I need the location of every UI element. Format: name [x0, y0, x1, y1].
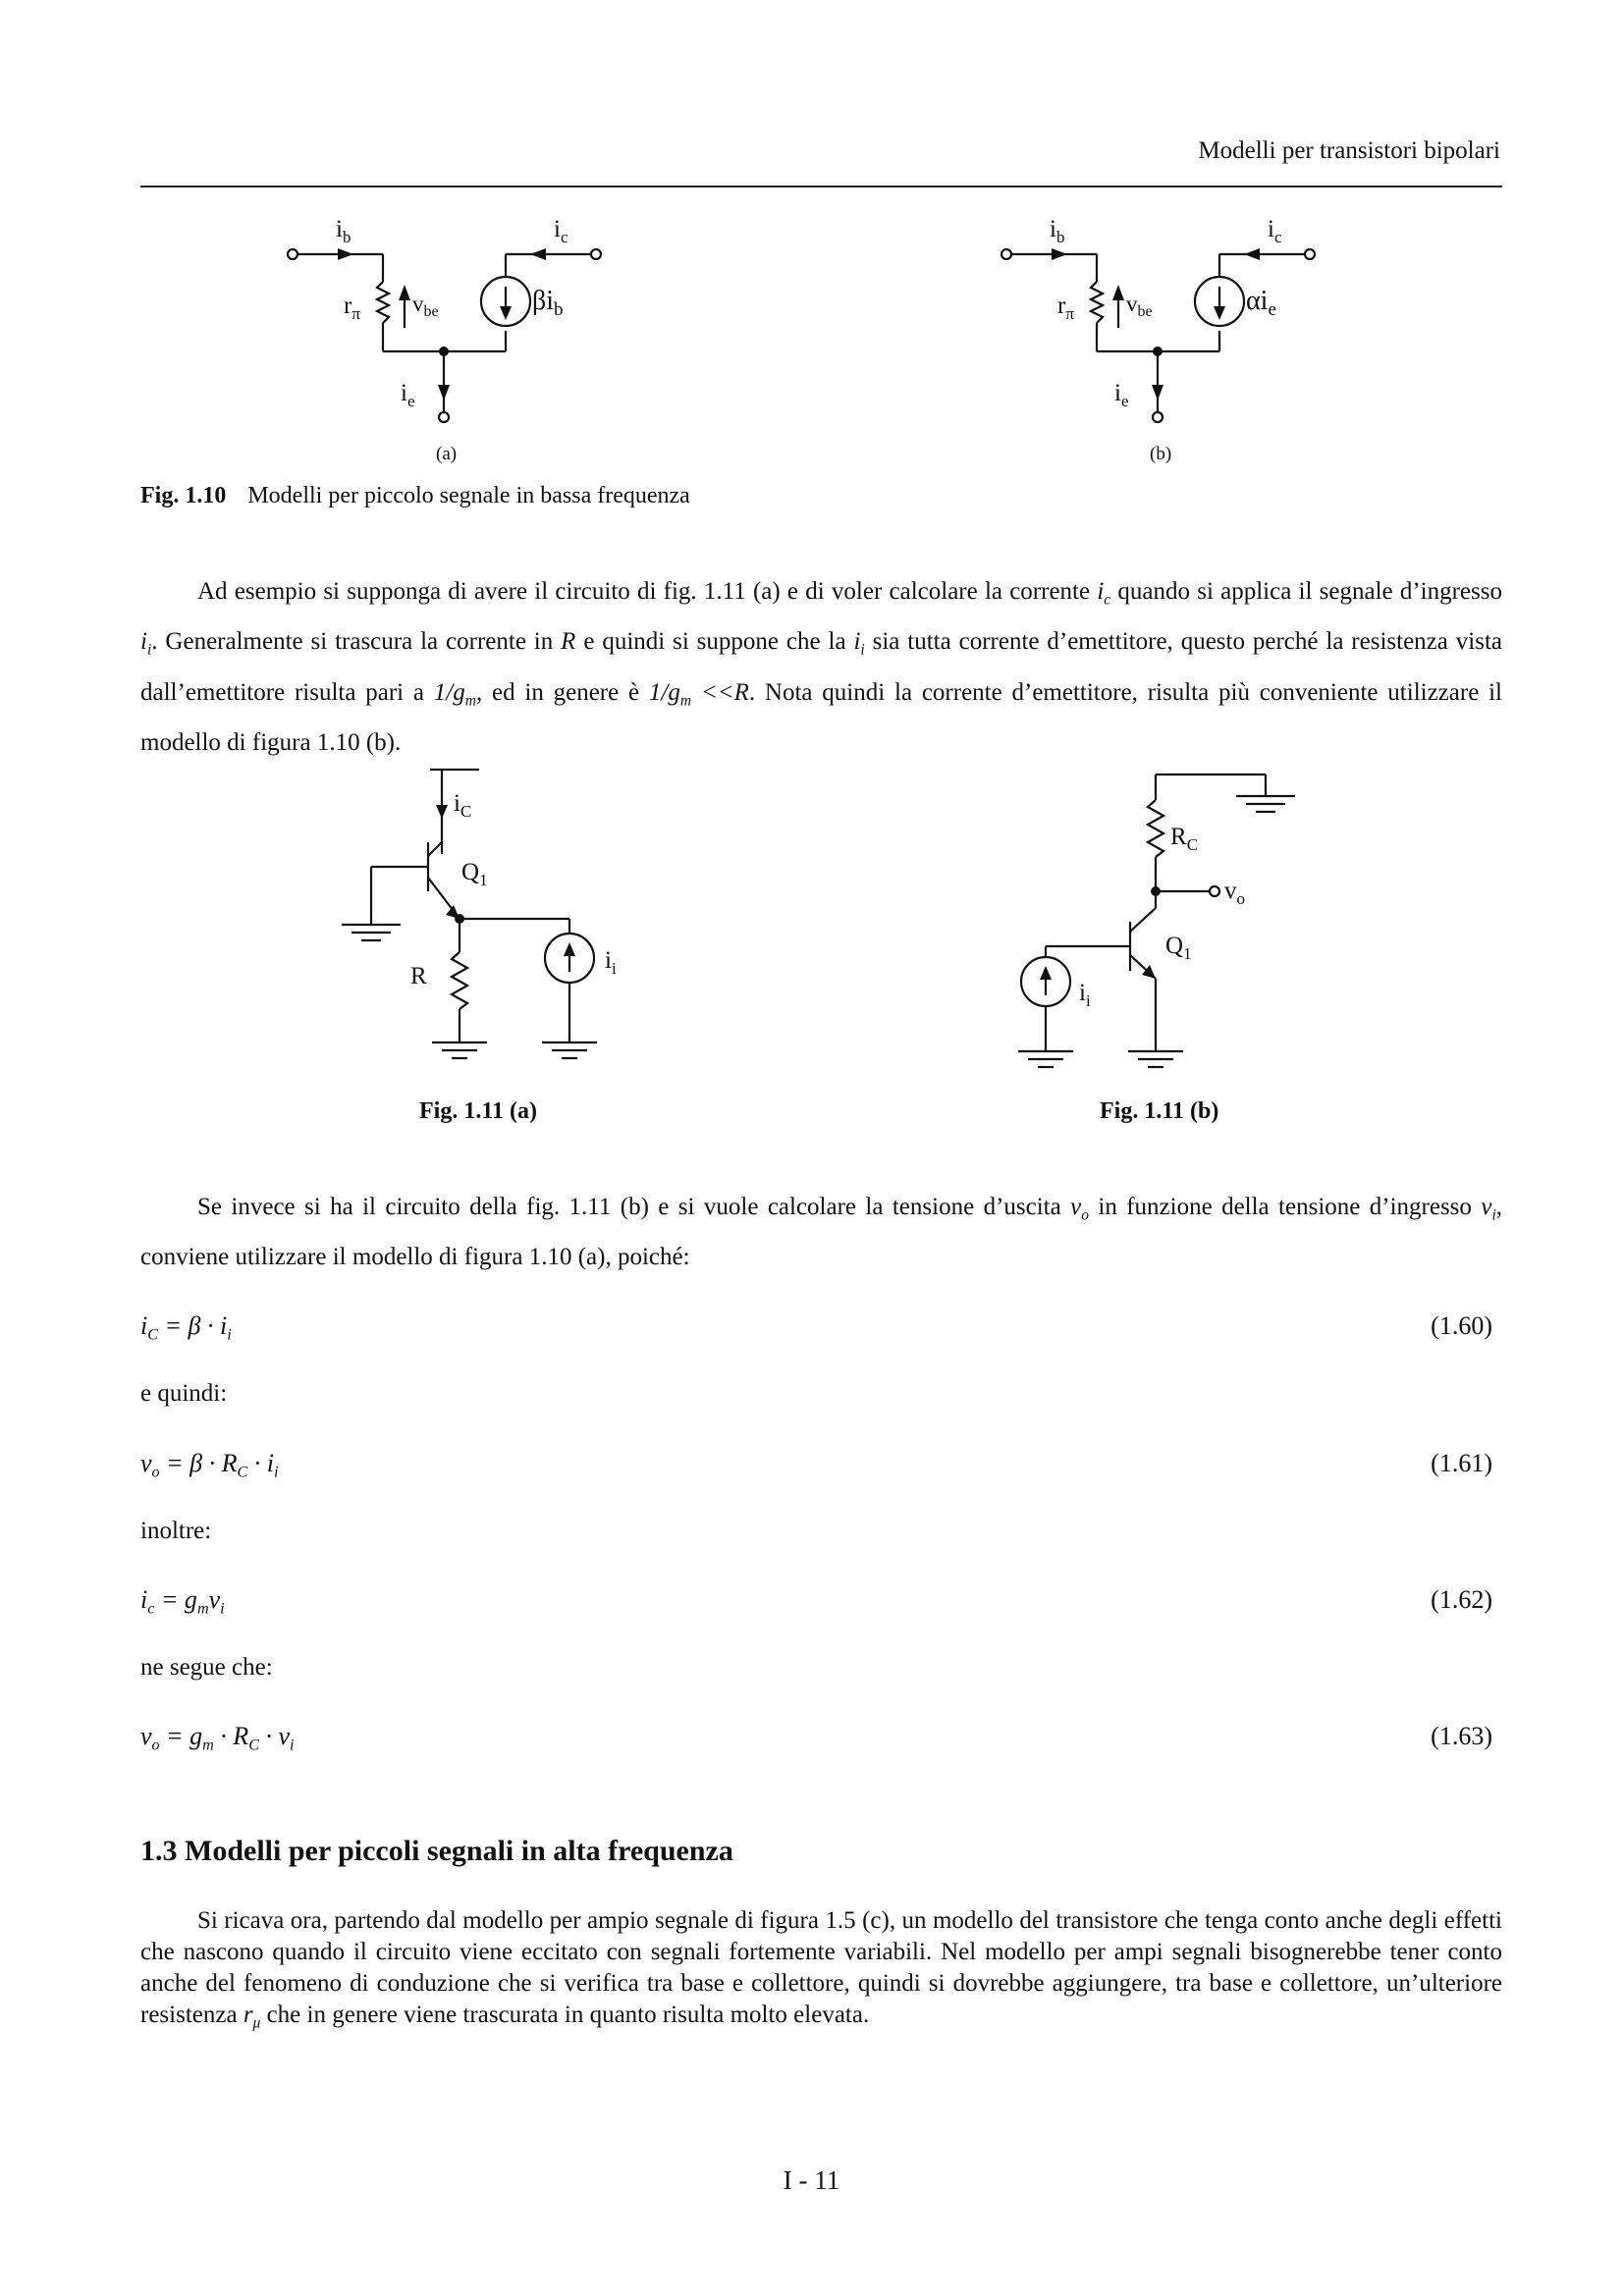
equation-1-63: $v_o = g_m \cdot R_C \cdot v_i$ (1.63) — [140, 1722, 1492, 1754]
svg-text:RC: $R_C$ — [1170, 824, 1199, 854]
equation-number: (1.62) — [1431, 1585, 1492, 1614]
connector-text-1: e quindi: — [140, 1380, 228, 1407]
running-header: Modelli per transistori bipolari — [1198, 137, 1500, 164]
figure-1-11-a-label: Fig. 1.11 (a) — [419, 1098, 537, 1124]
svg-text:βib: $\beta i_b$ — [532, 286, 564, 320]
paragraph-3: Si ricava ora, partendo dal modello per ampio segnale di figura 1.5 (c), un modello del transistore che tenga conto anche degli effetti che nascono quando il circuito viene eccitato con segnali fortemente variabili. Nel modello per ampi segnali bisognerebbe tener conto anche del fenomeno di conduzione che si verifica tra base e collettore, quindi si dovrebbe aggiungere, tra base e collettore, un’ulteriore resistenza $r_\mu$ che in genere viene trascurata in quanto risulta molto elevata. — [140, 1907, 1502, 2032]
figure-1-10-caption: Fig. 1.10 Modelli per piccolo segnale in bassa frequenza — [140, 483, 690, 508]
connector-text-3: ne segue che: — [140, 1654, 273, 1681]
equation-1-62: $i_c = g_mv_i$ (1.62) — [140, 1585, 1492, 1618]
equation-number: (1.63) — [1431, 1722, 1492, 1750]
figure-1-10-b — [989, 208, 1342, 473]
figure-1-11-a — [324, 756, 638, 1080]
svg-text:ie: $i_e$ — [401, 380, 415, 410]
svg-text:ic: $i_c$ — [1268, 216, 1282, 246]
figure-1-10-b-tag: (b) — [1150, 444, 1172, 464]
svg-text:ii: $i_i$ — [1079, 980, 1091, 1010]
figure-1-11-b — [1006, 761, 1321, 1085]
equation-number: (1.60) — [1431, 1311, 1492, 1340]
svg-text:rπ: $r_\pi$ — [344, 293, 360, 323]
section-heading: 1.3 Modelli per piccoli segnali in alta frequenza — [140, 1835, 733, 1867]
connector-text-2: inoltre: — [140, 1518, 212, 1544]
svg-text:Q1: $Q_1$ — [1165, 933, 1192, 963]
figure-1-10-a-tag: (a) — [436, 444, 458, 464]
svg-text:rπ: $r_\pi$ — [1057, 293, 1074, 323]
svg-text:vbe: $v_{be}$ — [412, 292, 439, 320]
equation-1-61: $v_o = \beta \cdot R_C \cdot i_i$ (1.61) — [140, 1449, 1492, 1481]
svg-text:iC: $i_C$ — [454, 790, 472, 821]
header-rule — [140, 186, 1502, 187]
figure-1-10-a — [275, 208, 628, 473]
paragraph-1: Ad esempio si supponga di avere il circuito di fig. 1.11 (a) e di voler calcolare la corrente $i_c$ quando si applica il segnale d’ingresso $i_i$. Generalmente si trascura la corrente in R e quindi si suppone che la $i_i$ sia tutta corrente d’emettitore, questo perché la resistenza vista dall’emettitore risulta pari a $1/g_m$, ed in genere è $1/g_m <<R$. Nota quindi la corrente d’emettitore, risulta più conveniente utilizzare il modello di figura 1.10 (b). — [140, 578, 1502, 757]
svg-text:αie: $\alpha i_e$ — [1246, 286, 1276, 320]
svg-text:R: R — [410, 963, 427, 989]
paragraph-2: Se invece si ha il circuito della fig. 1.11 (b) e si vuole calcolare la tensione d’uscita $v_o$ in funzione della tensione d’ingresso $v_i$, conviene utilizzare il modello di figura 1.10 (a), poiché: — [140, 1194, 1502, 1271]
svg-text:ii: $i_i$ — [605, 947, 617, 978]
svg-text:ie: $i_e$ — [1114, 380, 1129, 410]
svg-text:vo: $v_o$ — [1224, 878, 1245, 908]
page-number: I - 11 — [783, 2165, 840, 2195]
equation-1-60: $i_C = \beta \cdot i_i$ (1.60) — [140, 1311, 1492, 1344]
svg-text:ic: $i_c$ — [554, 216, 568, 246]
svg-text:Q1: $Q_1$ — [461, 859, 488, 889]
figure-1-11-b-label: Fig. 1.11 (b) — [1100, 1098, 1219, 1124]
svg-text:vbe: $v_{be}$ — [1126, 292, 1153, 320]
svg-text:ib: $i_b$ — [1050, 216, 1065, 246]
svg-text:ib: $i_b$ — [336, 216, 352, 246]
equation-number: (1.61) — [1431, 1449, 1492, 1477]
